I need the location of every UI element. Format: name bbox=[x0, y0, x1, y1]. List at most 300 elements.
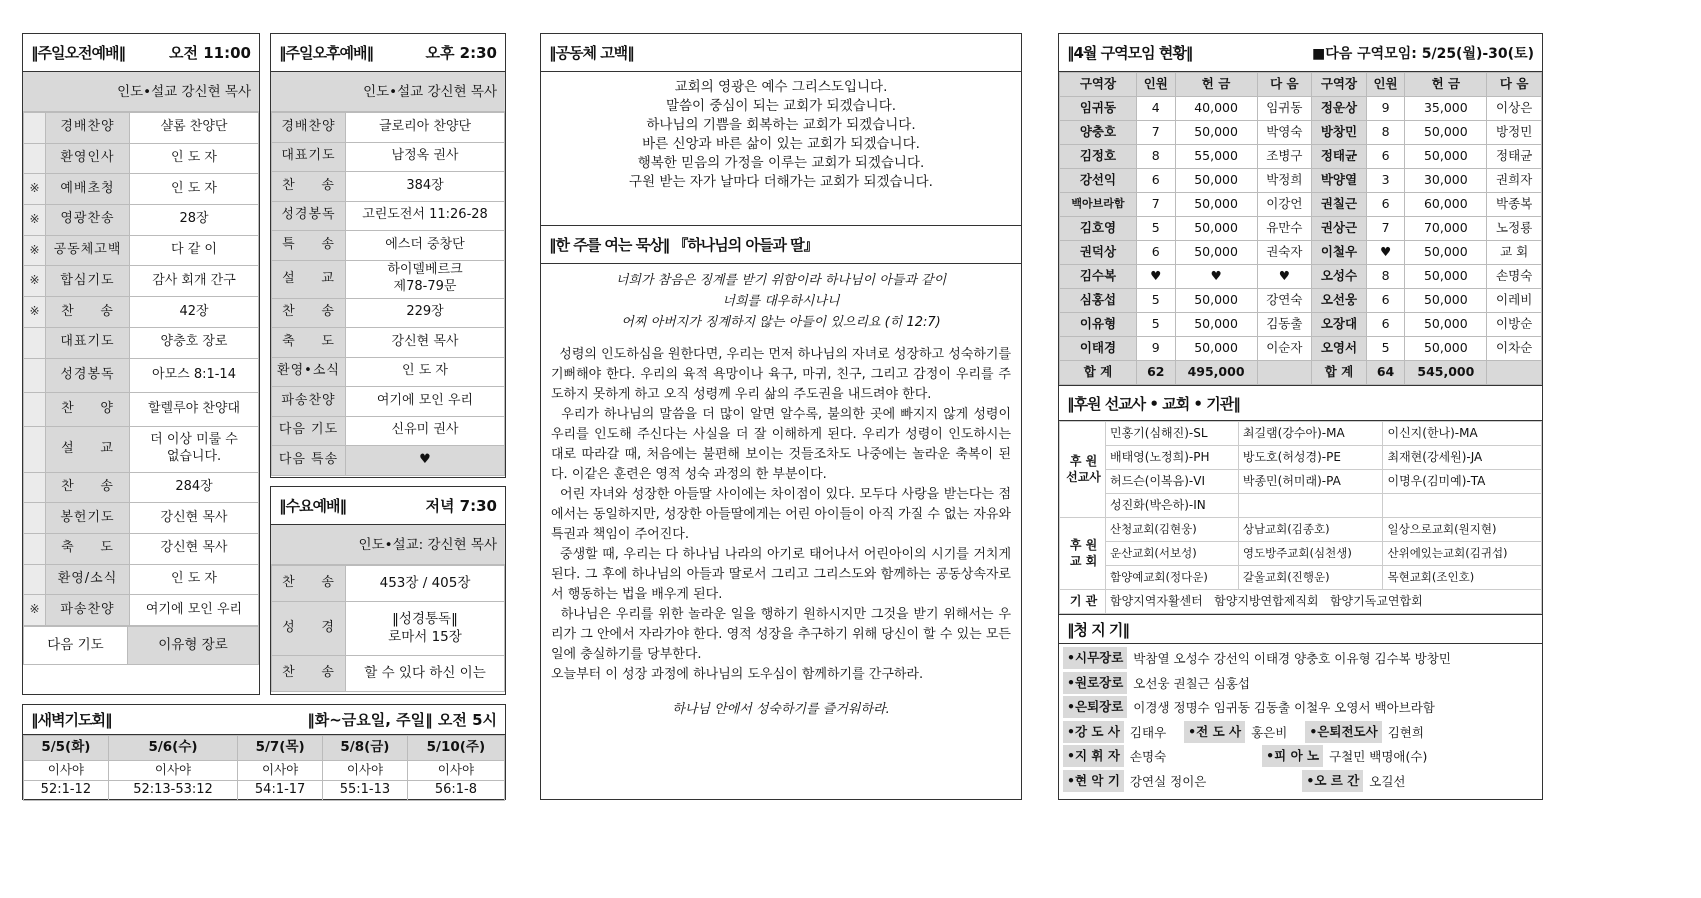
order-value: 42장 bbox=[130, 297, 259, 328]
duty-key: •전 도 사 bbox=[1184, 721, 1245, 743]
duty-key: •현 악 기 bbox=[1063, 770, 1124, 792]
group-cell: 50,000 bbox=[1175, 217, 1257, 241]
order-label: 환영•소식 bbox=[272, 357, 346, 387]
order-row bbox=[24, 503, 259, 534]
duty-row bbox=[1063, 646, 1538, 671]
group-cell: 이순자 bbox=[1257, 337, 1312, 361]
order-value: 글로리아 찬양단 bbox=[346, 113, 505, 143]
order-value: 할렐루야 찬양대 bbox=[130, 392, 259, 426]
group-cell: 권상근 bbox=[1312, 217, 1367, 241]
group-cell: 55,000 bbox=[1175, 145, 1257, 169]
group-header-row bbox=[1060, 73, 1542, 97]
duty-value: 강연실 정이은 bbox=[1129, 773, 1207, 789]
order-value: 할 수 있다 하신 이는 bbox=[346, 656, 505, 692]
confession-line: 구원 받는 자가 날마다 더해가는 교회가 되겠습니다. bbox=[629, 174, 933, 190]
order-row bbox=[24, 143, 259, 174]
group-cell: 40,000 bbox=[1175, 97, 1257, 121]
group-cell: 이강언 bbox=[1257, 193, 1312, 217]
dawn-prayer-info: ‖화~금요일, 주일‖ 오전 5시 bbox=[307, 711, 497, 729]
church-cell: 함양예교회(정다운) bbox=[1106, 566, 1239, 590]
order-row bbox=[24, 358, 259, 392]
duty-value: 홍은비 bbox=[1251, 724, 1288, 740]
group-cell: 7 bbox=[1136, 121, 1175, 145]
church-cell: 갈울교회(진행운) bbox=[1238, 566, 1383, 590]
church-cell: 목현교회(조인호) bbox=[1383, 566, 1542, 590]
order-value: 강신현 목사 bbox=[130, 503, 259, 534]
morning-service-header bbox=[23, 34, 259, 72]
duty-value: 오선웅 권칠근 심홍섭 bbox=[1133, 675, 1250, 691]
order-row bbox=[272, 446, 505, 476]
missionary-row bbox=[1060, 446, 1542, 470]
group-cell: 권숙자 bbox=[1257, 241, 1312, 265]
group-meeting-table bbox=[1059, 72, 1542, 385]
group-cell: 50,000 bbox=[1405, 313, 1487, 337]
order-label: 파송찬양 bbox=[272, 387, 346, 417]
group-cell: 6 bbox=[1366, 289, 1405, 313]
group-meeting-box bbox=[1058, 33, 1543, 800]
order-value: 인 도 자 bbox=[130, 143, 259, 174]
church-row bbox=[1060, 566, 1542, 590]
order-row bbox=[272, 113, 505, 143]
order-row bbox=[24, 533, 259, 564]
dawn-prayer-header bbox=[23, 705, 505, 735]
support-title: ‖후원 선교사 • 교회 • 기관‖ bbox=[1067, 394, 1240, 413]
order-value: 남정옥 권사 bbox=[346, 142, 505, 172]
order-value: 284장 bbox=[130, 472, 259, 503]
group-cell: 8 bbox=[1366, 121, 1405, 145]
order-label: 찬 송 bbox=[46, 472, 130, 503]
order-row bbox=[272, 656, 505, 692]
wednesday-service-header bbox=[271, 487, 505, 525]
dawn-ref: 55:1-13 bbox=[323, 781, 408, 801]
order-label: 대표기도 bbox=[272, 142, 346, 172]
group-row bbox=[1060, 241, 1542, 265]
order-label: 경배찬양 bbox=[46, 113, 130, 144]
group-header-cell: 인원 bbox=[1366, 73, 1405, 97]
dawn-date: 5/8(금) bbox=[323, 736, 408, 761]
order-label: 특 송 bbox=[272, 231, 346, 261]
group-header-cell: 헌 금 bbox=[1175, 73, 1257, 97]
group-cell: 임귀동 bbox=[1060, 97, 1137, 121]
order-mark: ※ bbox=[24, 595, 46, 626]
order-mark: ※ bbox=[24, 297, 46, 328]
order-mark: ※ bbox=[24, 235, 46, 266]
group-header-cell: 구역장 bbox=[1060, 73, 1137, 97]
group-cell: 김호영 bbox=[1060, 217, 1137, 241]
confession-text bbox=[541, 72, 1021, 226]
duty-key: •강 도 사 bbox=[1063, 721, 1124, 743]
group-cell: 이태경 bbox=[1060, 337, 1137, 361]
duty-key: •은퇴장로 bbox=[1063, 696, 1127, 718]
order-mark bbox=[24, 358, 46, 392]
order-label: 대표기도 bbox=[46, 327, 130, 358]
duty-row bbox=[1063, 695, 1538, 720]
confession-meditation-box bbox=[540, 33, 1022, 800]
order-label: 환영인사 bbox=[46, 143, 130, 174]
group-cell: 이상은 bbox=[1487, 97, 1542, 121]
meditation-title: ‖한 주를 여는 묵상‖ 『하나님의 아들과 딸』 bbox=[549, 236, 818, 254]
order-row bbox=[272, 387, 505, 417]
order-value: 더 이상 미룰 수 없습니다. bbox=[130, 426, 259, 472]
group-cell: 강선익 bbox=[1060, 169, 1137, 193]
order-label: 축 도 bbox=[272, 328, 346, 358]
order-value: 28장 bbox=[130, 205, 259, 236]
group-cell: 박정희 bbox=[1257, 169, 1312, 193]
order-label: 찬 송 bbox=[272, 656, 346, 692]
order-row bbox=[272, 172, 505, 202]
order-label: 다음 기도 bbox=[272, 416, 346, 446]
order-row bbox=[272, 566, 505, 602]
order-label: 봉헌기도 bbox=[46, 503, 130, 534]
confession-line: 말씀이 중심이 되는 교회가 되겠습니다. bbox=[665, 98, 897, 114]
meditation-paragraph: 성령의 인도하심을 원한다면, 우리는 먼저 하나님의 자녀로 성장하고 성숙하기를 기뻐해야 한다. 우리의 육적 욕망이나 육구, 마귀, 친구, 그리고 감정이 우리를 주도하지 못하게 하고 오직 성령께 우리 삶의 주도권을 내드려야 한다. bbox=[551, 347, 1016, 402]
order-mark bbox=[24, 426, 46, 472]
order-value: 감사 회개 간구 bbox=[130, 266, 259, 297]
order-row bbox=[272, 357, 505, 387]
next-meeting: ■다음 구역모임: 5/25(월)-30(토) bbox=[1312, 45, 1534, 62]
church-cell: 산위에있는교회(김귀섭) bbox=[1383, 542, 1542, 566]
missionary-row bbox=[1060, 494, 1542, 518]
group-total-cell: 64 bbox=[1366, 361, 1405, 385]
order-row bbox=[272, 298, 505, 328]
group-total-cell: 495,000 bbox=[1175, 361, 1257, 385]
group-cell: 7 bbox=[1366, 217, 1405, 241]
duty-value: 김현희 bbox=[1387, 724, 1424, 740]
order-row bbox=[272, 260, 505, 298]
group-cell: 임귀동 bbox=[1257, 97, 1312, 121]
group-cell: 50,000 bbox=[1405, 265, 1487, 289]
group-cell: 이유형 bbox=[1060, 313, 1137, 337]
group-total-cell bbox=[1257, 361, 1312, 385]
group-cell: 백아브라함 bbox=[1060, 193, 1137, 217]
org-side: 기 관 bbox=[1060, 590, 1106, 614]
group-cell: 정운상 bbox=[1312, 97, 1367, 121]
group-row bbox=[1060, 313, 1542, 337]
morning-service-box bbox=[22, 33, 260, 695]
missionary-cell: 성진화(박은하)-IN bbox=[1106, 494, 1239, 518]
group-cell: 6 bbox=[1136, 241, 1175, 265]
meditation-paragraph: 우리가 하나님의 말씀을 더 많이 알면 알수록, 불의한 곳에 빠지지 않게 성령이 우리를 인도해 주신다는 사실을 더 잘 이해하게 된다. 우리가 성령이 인도하시는 대로 따라갈 때, 처음에는 불편해 보이는 것들조차도 나중에는 놀라운 축복이 된다. 이같은 훈련은 영적 성숙 과정의 한 부분이다. bbox=[551, 407, 1016, 482]
order-mark bbox=[24, 503, 46, 534]
duty-value: 박참열 오성수 강선익 이태경 양충호 이유형 김수복 방창민 bbox=[1133, 651, 1451, 667]
order-value: 인 도 자 bbox=[130, 174, 259, 205]
order-mark bbox=[24, 143, 46, 174]
group-cell: 정태균 bbox=[1312, 145, 1367, 169]
order-label: 경배찬양 bbox=[272, 113, 346, 143]
group-cell: 박영숙 bbox=[1257, 121, 1312, 145]
order-label: 찬 송 bbox=[272, 298, 346, 328]
order-row bbox=[272, 231, 505, 261]
dawn-book: 이사야 bbox=[323, 761, 408, 781]
dawn-date-row bbox=[24, 736, 505, 761]
group-total-cell bbox=[1487, 361, 1542, 385]
order-row bbox=[272, 602, 505, 656]
group-cell: 50,000 bbox=[1405, 337, 1487, 361]
group-total-cell: 545,000 bbox=[1405, 361, 1487, 385]
group-cell: 손명숙 bbox=[1487, 265, 1542, 289]
church-cell: 산청교회(김현웅) bbox=[1106, 518, 1239, 542]
group-cell: 50,000 bbox=[1405, 145, 1487, 169]
church-row bbox=[1060, 542, 1542, 566]
duty-row bbox=[1063, 720, 1538, 745]
duty-title: ‖청 지 기‖ bbox=[1067, 620, 1129, 639]
missionary-row bbox=[1060, 422, 1542, 446]
duty-key: •지 휘 자 bbox=[1063, 745, 1124, 767]
wednesday-service-box bbox=[270, 486, 506, 695]
missionary-cell: 박종민(허미래)-PA bbox=[1238, 470, 1383, 494]
duty-value: 이경생 정명수 임귀동 김동출 이철우 오영서 백아브라함 bbox=[1133, 700, 1435, 716]
dawn-date: 5/7(목) bbox=[238, 736, 323, 761]
order-value: 인 도 자 bbox=[346, 357, 505, 387]
church-cell: 운산교회(서보성) bbox=[1106, 542, 1239, 566]
confession-line: 하나님의 기쁨을 회복하는 교회가 되겠습니다. bbox=[646, 117, 916, 133]
group-cell: 5 bbox=[1366, 337, 1405, 361]
wednesday-preacher: 인도•설교: 강신현 목사 bbox=[271, 525, 505, 565]
group-cell: 권희자 bbox=[1487, 169, 1542, 193]
group-cell: 김수복 bbox=[1060, 265, 1137, 289]
meditation-closing: 하나님 안에서 성숙하기를 즐거워하라. bbox=[672, 702, 890, 717]
group-cell: 유만수 bbox=[1257, 217, 1312, 241]
missionary-cell: 배태영(노정희)-PH bbox=[1106, 446, 1239, 470]
verse-line: 너희가 참음은 징계를 받기 위함이라 하나님이 아들과 같이 bbox=[615, 273, 947, 288]
dawn-book: 이사야 bbox=[24, 761, 109, 781]
church-cell: 일상으로교회(원지현) bbox=[1383, 518, 1542, 542]
group-cell: 정태균 bbox=[1487, 145, 1542, 169]
order-mark bbox=[24, 113, 46, 144]
order-row bbox=[272, 142, 505, 172]
missionary-side: 후 원 선교사 bbox=[1060, 422, 1106, 518]
group-cell: 50,000 bbox=[1405, 241, 1487, 265]
group-cell: 양충호 bbox=[1060, 121, 1137, 145]
group-cell: 5 bbox=[1136, 313, 1175, 337]
afternoon-service-time: 오후 2:30 bbox=[425, 44, 497, 62]
dawn-book: 이사야 bbox=[238, 761, 323, 781]
church-cell: 영도방주교회(심천생) bbox=[1238, 542, 1383, 566]
confession-header bbox=[541, 34, 1021, 72]
group-cell: 50,000 bbox=[1405, 121, 1487, 145]
group-cell: 70,000 bbox=[1405, 217, 1487, 241]
group-cell: ♥ bbox=[1366, 241, 1405, 265]
group-cell: 김동출 bbox=[1257, 313, 1312, 337]
group-row bbox=[1060, 169, 1542, 193]
support-header bbox=[1059, 385, 1542, 421]
missionary-cell: 이신지(한나)-MA bbox=[1383, 422, 1542, 446]
group-header-cell: 다 음 bbox=[1487, 73, 1542, 97]
group-cell: 오영서 bbox=[1312, 337, 1367, 361]
group-cell: 8 bbox=[1366, 265, 1405, 289]
missionary-cell: 최재현(강세원)-JA bbox=[1383, 446, 1542, 470]
duty-header bbox=[1059, 614, 1542, 644]
group-row bbox=[1060, 265, 1542, 289]
group-cell: 이차순 bbox=[1487, 337, 1542, 361]
org-row bbox=[1060, 590, 1542, 614]
dawn-prayer-box bbox=[22, 704, 506, 800]
order-label: 설 교 bbox=[46, 426, 130, 472]
group-meeting-header bbox=[1059, 34, 1542, 72]
dawn-ref: 54:1-17 bbox=[238, 781, 323, 801]
group-total-cell: 합 계 bbox=[1060, 361, 1137, 385]
order-label: 영광찬송 bbox=[46, 205, 130, 236]
afternoon-service-title: ‖주일오후예배‖ bbox=[279, 44, 373, 62]
order-row bbox=[24, 205, 259, 236]
order-value: 강신현 목사 bbox=[130, 533, 259, 564]
group-cell: 권덕상 bbox=[1060, 241, 1137, 265]
order-mark: ※ bbox=[24, 266, 46, 297]
duty-value: 김태우 bbox=[1129, 724, 1167, 740]
order-value: 229장 bbox=[346, 298, 505, 328]
group-row bbox=[1060, 121, 1542, 145]
order-mark bbox=[24, 533, 46, 564]
group-total-row bbox=[1060, 361, 1542, 385]
group-cell: 6 bbox=[1136, 169, 1175, 193]
group-cell: 50,000 bbox=[1175, 169, 1257, 193]
order-mark bbox=[24, 472, 46, 503]
group-cell: 5 bbox=[1136, 289, 1175, 313]
order-row bbox=[24, 174, 259, 205]
duty-value: 손명숙 bbox=[1129, 749, 1167, 765]
order-value: ‖성경통독‖ 로마서 15장 bbox=[346, 602, 505, 656]
wednesday-order-table bbox=[271, 565, 505, 692]
dawn-date: 5/5(화) bbox=[24, 736, 109, 761]
afternoon-service-header bbox=[271, 34, 505, 72]
dawn-prayer-title: ‖새벽기도회‖ bbox=[31, 711, 112, 729]
wednesday-service-title: ‖수요예배‖ bbox=[279, 497, 346, 515]
dawn-ref: 56:1-8 bbox=[407, 781, 504, 801]
group-cell: 50,000 bbox=[1405, 289, 1487, 313]
duty-key: •은퇴전도사 bbox=[1305, 721, 1381, 743]
group-cell: ♥ bbox=[1136, 265, 1175, 289]
order-row bbox=[272, 201, 505, 231]
group-header-cell: 인원 bbox=[1136, 73, 1175, 97]
dawn-ref: 52:13-53:12 bbox=[108, 781, 237, 801]
order-label: 찬 송 bbox=[272, 172, 346, 202]
order-label: 찬 양 bbox=[46, 392, 130, 426]
group-cell: 35,000 bbox=[1405, 97, 1487, 121]
missionary-cell: 최길램(강수아)-MA bbox=[1238, 422, 1383, 446]
group-header-cell: 다 음 bbox=[1257, 73, 1312, 97]
group-total-cell: 합 계 bbox=[1312, 361, 1367, 385]
order-row bbox=[24, 297, 259, 328]
group-cell: 이레비 bbox=[1487, 289, 1542, 313]
group-cell: 50,000 bbox=[1175, 121, 1257, 145]
order-label: 다음 특송 bbox=[272, 446, 346, 476]
group-cell: 5 bbox=[1136, 217, 1175, 241]
order-label: 설 교 bbox=[272, 260, 346, 298]
group-cell: 이방순 bbox=[1487, 313, 1542, 337]
meditation-header bbox=[541, 226, 1021, 264]
order-label: 성경봉독 bbox=[46, 358, 130, 392]
order-row bbox=[272, 416, 505, 446]
group-cell: 7 bbox=[1136, 193, 1175, 217]
order-mark bbox=[24, 392, 46, 426]
duty-value: 구철민 백명애(수) bbox=[1329, 749, 1428, 765]
order-mark bbox=[24, 327, 46, 358]
group-row bbox=[1060, 289, 1542, 313]
order-label: 공동체고백 bbox=[46, 235, 130, 266]
duty-list bbox=[1059, 644, 1542, 795]
meditation-body bbox=[541, 345, 1021, 685]
morning-service-time: 오전 11:00 bbox=[169, 44, 251, 62]
order-row bbox=[24, 472, 259, 503]
group-row bbox=[1060, 337, 1542, 361]
group-row bbox=[1060, 217, 1542, 241]
group-cell: 8 bbox=[1136, 145, 1175, 169]
order-label: 찬 송 bbox=[272, 566, 346, 602]
group-cell: 6 bbox=[1366, 313, 1405, 337]
afternoon-preacher: 인도•설교 강신현 목사 bbox=[271, 72, 505, 112]
group-cell: 방창민 bbox=[1312, 121, 1367, 145]
group-total-cell: 62 bbox=[1136, 361, 1175, 385]
group-cell: 6 bbox=[1366, 145, 1405, 169]
group-cell: 50,000 bbox=[1175, 289, 1257, 313]
church-row bbox=[1060, 518, 1542, 542]
confession-line: 교회의 영광은 예수 그리스도입니다. bbox=[674, 79, 888, 95]
missionary-cell: 이명우(김미예)-TA bbox=[1383, 470, 1542, 494]
dawn-date: 5/6(수) bbox=[108, 736, 237, 761]
group-cell: 권칠근 bbox=[1312, 193, 1367, 217]
meditation-paragraph: 오늘부터 이 성장 과정에 하나님의 도우심이 함께하기를 간구하라. bbox=[551, 667, 924, 682]
order-mark bbox=[24, 564, 46, 595]
church-cell: 상남교회(김종호) bbox=[1238, 518, 1383, 542]
confession-line: 행복한 믿음의 가정을 이루는 교회가 되겠습니다. bbox=[637, 155, 925, 171]
missionary-cell: 방도호(허성경)-PE bbox=[1238, 446, 1383, 470]
group-cell: 오선웅 bbox=[1312, 289, 1367, 313]
dawn-ref-row bbox=[24, 781, 505, 801]
group-cell: 방정민 bbox=[1487, 121, 1542, 145]
group-cell: 이철우 bbox=[1312, 241, 1367, 265]
org-cell: 함양지역자활센터 함양지방연합제직회 함양기독교연합회 bbox=[1106, 590, 1542, 614]
order-label: 환영/소식 bbox=[46, 564, 130, 595]
group-cell: 4 bbox=[1136, 97, 1175, 121]
order-value: 여기에 모인 우리 bbox=[346, 387, 505, 417]
order-value: 고린도전서 11:26-28 bbox=[346, 201, 505, 231]
order-row bbox=[24, 564, 259, 595]
group-cell: 50,000 bbox=[1175, 241, 1257, 265]
duty-key: •오 르 간 bbox=[1302, 770, 1363, 792]
afternoon-order-table bbox=[271, 112, 505, 476]
group-cell: 9 bbox=[1366, 97, 1405, 121]
order-value: 453장 / 405장 bbox=[346, 566, 505, 602]
group-header-cell: 구역장 bbox=[1312, 73, 1367, 97]
group-meeting-title: ‖4월 구역모임 현황‖ bbox=[1067, 44, 1193, 62]
order-row bbox=[24, 113, 259, 144]
wednesday-service-time: 저녁 7:30 bbox=[425, 497, 497, 515]
order-label: 성경봉독 bbox=[272, 201, 346, 231]
order-row bbox=[24, 392, 259, 426]
group-cell: 김정호 bbox=[1060, 145, 1137, 169]
dawn-schedule-table bbox=[23, 735, 505, 801]
missionary-cell bbox=[1383, 494, 1542, 518]
dawn-book-row bbox=[24, 761, 505, 781]
order-value: ♥ bbox=[346, 446, 505, 476]
order-label: 예배초청 bbox=[46, 174, 130, 205]
support-table bbox=[1059, 421, 1542, 614]
group-row bbox=[1060, 193, 1542, 217]
group-cell: ♥ bbox=[1175, 265, 1257, 289]
group-cell: 강연숙 bbox=[1257, 289, 1312, 313]
group-row bbox=[1060, 97, 1542, 121]
order-value: 강신현 목사 bbox=[346, 328, 505, 358]
order-label: 파송찬양 bbox=[46, 595, 130, 626]
afternoon-service-box bbox=[270, 33, 506, 478]
group-cell: 노정룡 bbox=[1487, 217, 1542, 241]
duty-key: •시무장로 bbox=[1063, 647, 1127, 669]
order-row bbox=[24, 426, 259, 472]
group-cell: 교 회 bbox=[1487, 241, 1542, 265]
duty-row bbox=[1063, 769, 1538, 794]
group-cell: 3 bbox=[1366, 169, 1405, 193]
dawn-book: 이사야 bbox=[407, 761, 504, 781]
